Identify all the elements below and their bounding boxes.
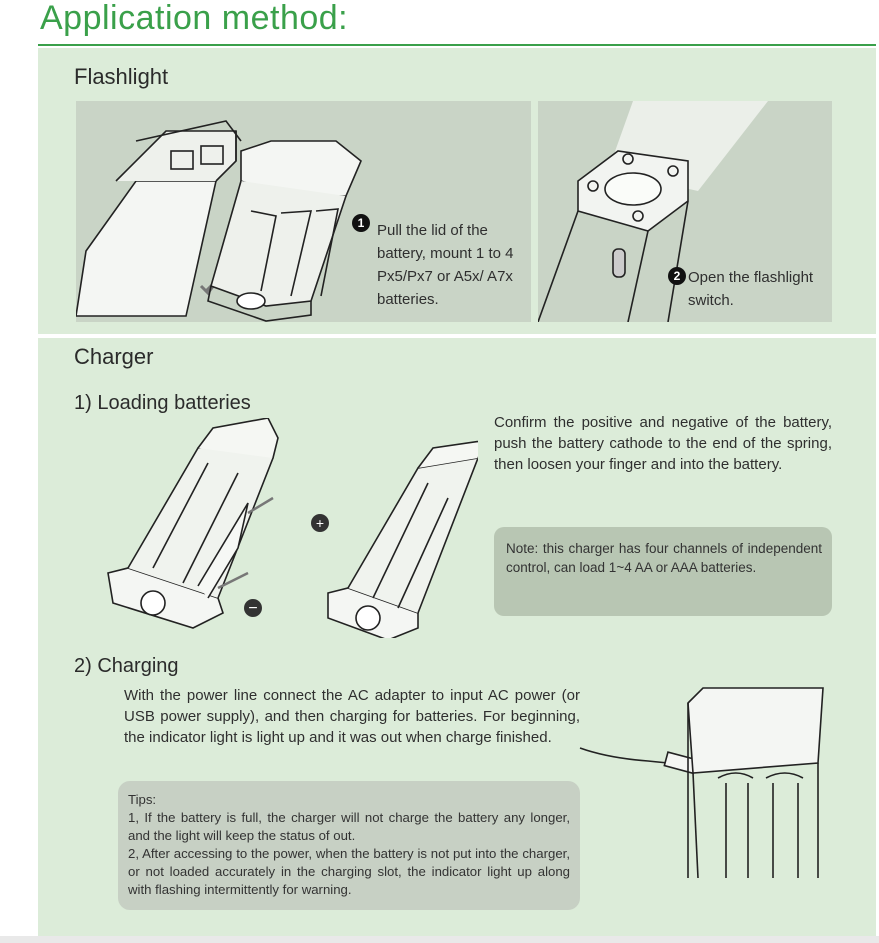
step-2-number: 2 (668, 267, 686, 285)
tips-title: Tips: (128, 792, 157, 807)
loading-batteries-heading: 1) Loading batteries (74, 392, 251, 414)
loading-instructions: Confirm the positive and negative of the battery, push the battery cathode to the end of the spring, then loosen your finger and into the battery. (494, 414, 832, 473)
title-divider (38, 44, 876, 46)
charger-heading: Charger (74, 344, 154, 369)
step-1-text: Pull the lid of the battery, mount 1 to 4 Px5/Px7 or A5x/ A7x batteries. (377, 222, 514, 308)
step-2-text: Open the flashlight switch. (688, 269, 814, 309)
tips-box (118, 781, 580, 910)
svg-text:−: − (248, 600, 258, 617)
loading-batteries-illustration (98, 418, 478, 638)
bottom-edge (0, 936, 879, 943)
channels-note: Note: this charger has four channels of independent control, can load 1~4 AA or AAA batteries. (494, 527, 832, 616)
charging-instructions: With the power line connect the AC adapter to input AC power (or USB power supply), and then charging for batteries. For beginning, the indicator light is light up and it was out when charge finished. (124, 687, 580, 746)
page-title: Application method: (40, 0, 349, 37)
charger-panel (38, 338, 876, 936)
tip-1: 1, If the battery is full, the charger will not charge the battery any longer, and the light will keep the status of out. (128, 810, 570, 843)
flashlight-heading: Flashlight (74, 64, 169, 89)
tip-2: 2, After accessing to the power, when the battery is not put into the charger, or not loaded accurately in the charging slot, the indicator light up along with flashing intermittently for warning. (128, 846, 570, 897)
charger-with-cable-illustration (578, 683, 828, 883)
charging-heading: 2) Charging (74, 655, 179, 677)
step-1-number: 1 (352, 214, 370, 232)
svg-text:+: + (315, 515, 325, 531)
flashlight-panel (38, 48, 876, 334)
